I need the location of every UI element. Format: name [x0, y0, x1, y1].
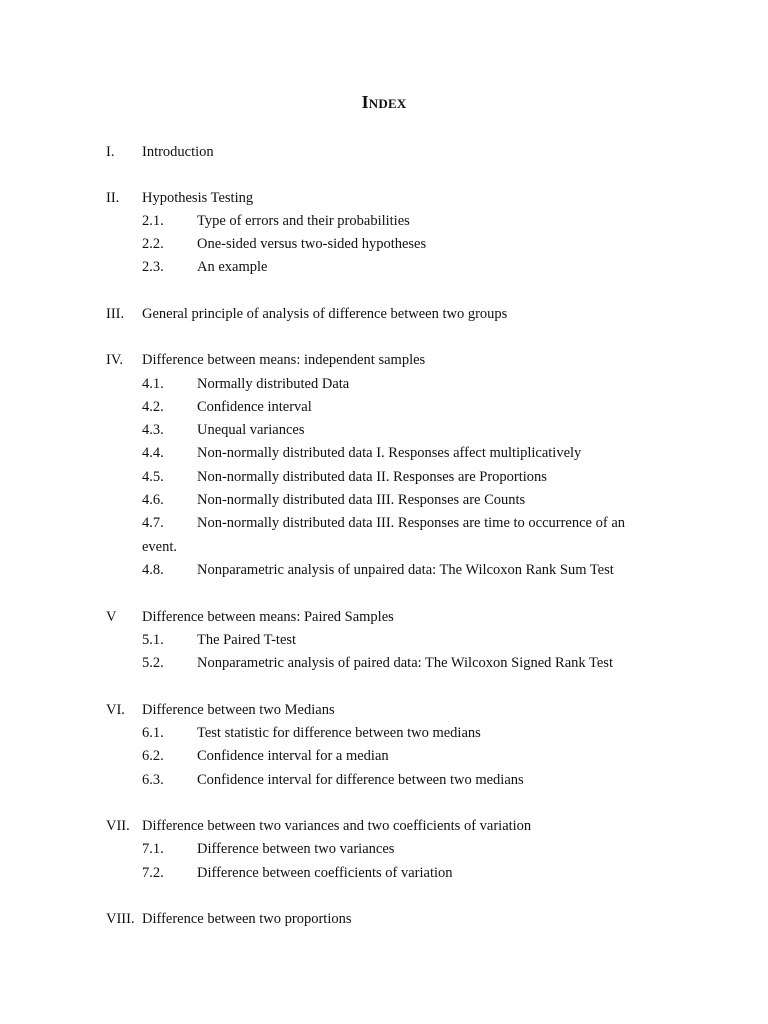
subsection-title: Confidence interval for difference between two medians: [197, 772, 524, 788]
subsection-item: [0, 442, 768, 464]
subsection-number: 4.6.: [142, 492, 164, 508]
subsection-number: 6.1.: [142, 725, 164, 741]
subsection-continuation: [0, 536, 768, 558]
subsection-item: [0, 466, 768, 488]
section-heading: [0, 699, 768, 721]
section-title: Difference between means: Paired Samples: [142, 609, 394, 625]
subsection-title: Confidence interval for a median: [197, 748, 389, 764]
section-title: Difference between two variances and two coefficients of variation: [142, 818, 532, 834]
subsection-item: [0, 489, 768, 511]
subsection-number: 2.2.: [142, 236, 164, 252]
subsection-title: Non-normally distributed data I. Responses affect multiplicatively: [197, 445, 582, 461]
section-number: VI.: [106, 702, 125, 718]
subsection-number: 5.1.: [142, 632, 164, 648]
subsection-number: 4.3.: [142, 422, 164, 438]
section-heading: [0, 815, 768, 837]
subsection-number: 2.1.: [142, 213, 164, 229]
subsection-title: Test statistic for difference between two medians: [197, 725, 481, 741]
subsection-title-continued: event.: [142, 539, 178, 555]
subsection-number: 4.4.: [142, 445, 164, 461]
section-number: II.: [106, 190, 120, 206]
subsection-title: An example: [197, 259, 268, 275]
subsection-title: Normally distributed Data: [197, 376, 350, 392]
subsection-title: Nonparametric analysis of unpaired data: The Wilcoxon Rank Sum Test: [197, 562, 614, 578]
subsection-item: [0, 862, 768, 884]
subsection-number: 4.2.: [142, 399, 164, 415]
subsection-item: [0, 256, 768, 278]
subsection-title: Non-normally distributed data III. Responses are time to occurrence of an: [197, 515, 626, 531]
subsection-title: Unequal variances: [197, 422, 305, 438]
subsection-title: One-sided versus two-sided hypotheses: [197, 236, 427, 252]
subsection-item: [0, 512, 768, 534]
section-number: III.: [106, 306, 125, 322]
subsection-number: 2.3.: [142, 259, 164, 275]
subsection-item: [0, 745, 768, 767]
subsection-number: 7.1.: [142, 841, 164, 857]
page-title: Index: [361, 92, 407, 112]
subsection-title: Confidence interval: [197, 399, 312, 415]
subsection-number: 7.2.: [142, 865, 164, 881]
section-title: General principle of analysis of difference between two groups: [142, 306, 508, 322]
subsection-item: [0, 396, 768, 418]
subsection-item: [0, 722, 768, 744]
subsection-title: Difference between coefficients of variation: [197, 865, 453, 881]
subsection-item: [0, 373, 768, 395]
subsection-item: [0, 838, 768, 860]
section-number: VII.: [106, 818, 130, 834]
subsection-title: The Paired T-test: [197, 632, 297, 648]
subsection-number: 6.2.: [142, 748, 164, 764]
section-title: Difference between two proportions: [142, 911, 352, 927]
section-heading: [0, 606, 768, 628]
subsection-item: [0, 210, 768, 232]
subsection-title: Non-normally distributed data II. Responses are Proportions: [197, 469, 547, 485]
subsection-number: 4.1.: [142, 376, 164, 392]
subsection-title: Non-normally distributed data III. Responses are Counts: [197, 492, 526, 508]
subsection-item: [0, 233, 768, 255]
subsection-number: 6.3.: [142, 772, 164, 788]
subsection-title: Type of errors and their probabilities: [197, 213, 410, 229]
section-heading: [0, 349, 768, 371]
section-heading: [0, 303, 768, 325]
section-title: Introduction: [142, 144, 214, 160]
section-heading: [0, 141, 768, 163]
section-title: Difference between two Medians: [142, 702, 335, 718]
subsection-number: 5.2.: [142, 655, 164, 671]
subsection-item: [0, 559, 768, 581]
subsection-number: 4.5.: [142, 469, 164, 485]
subsection-number: 4.7.: [142, 515, 164, 531]
section-title: Hypothesis Testing: [142, 190, 254, 206]
subsection-item: [0, 419, 768, 441]
section-heading: [0, 187, 768, 209]
subsection-item: [0, 629, 768, 651]
subsection-number: 4.8.: [142, 562, 164, 578]
section-number: I.: [106, 144, 115, 160]
subsection-title: Nonparametric analysis of paired data: The Wilcoxon Signed Rank Test: [197, 655, 613, 671]
section-title: Difference between means: independent samples: [142, 352, 426, 368]
section-number: VIII.: [106, 911, 135, 927]
subsection-item: [0, 769, 768, 791]
section-number: V: [106, 609, 117, 625]
section-number: IV.: [106, 352, 124, 368]
subsection-title: Difference between two variances: [197, 841, 395, 857]
section-heading: [0, 908, 768, 930]
subsection-item: [0, 652, 768, 674]
